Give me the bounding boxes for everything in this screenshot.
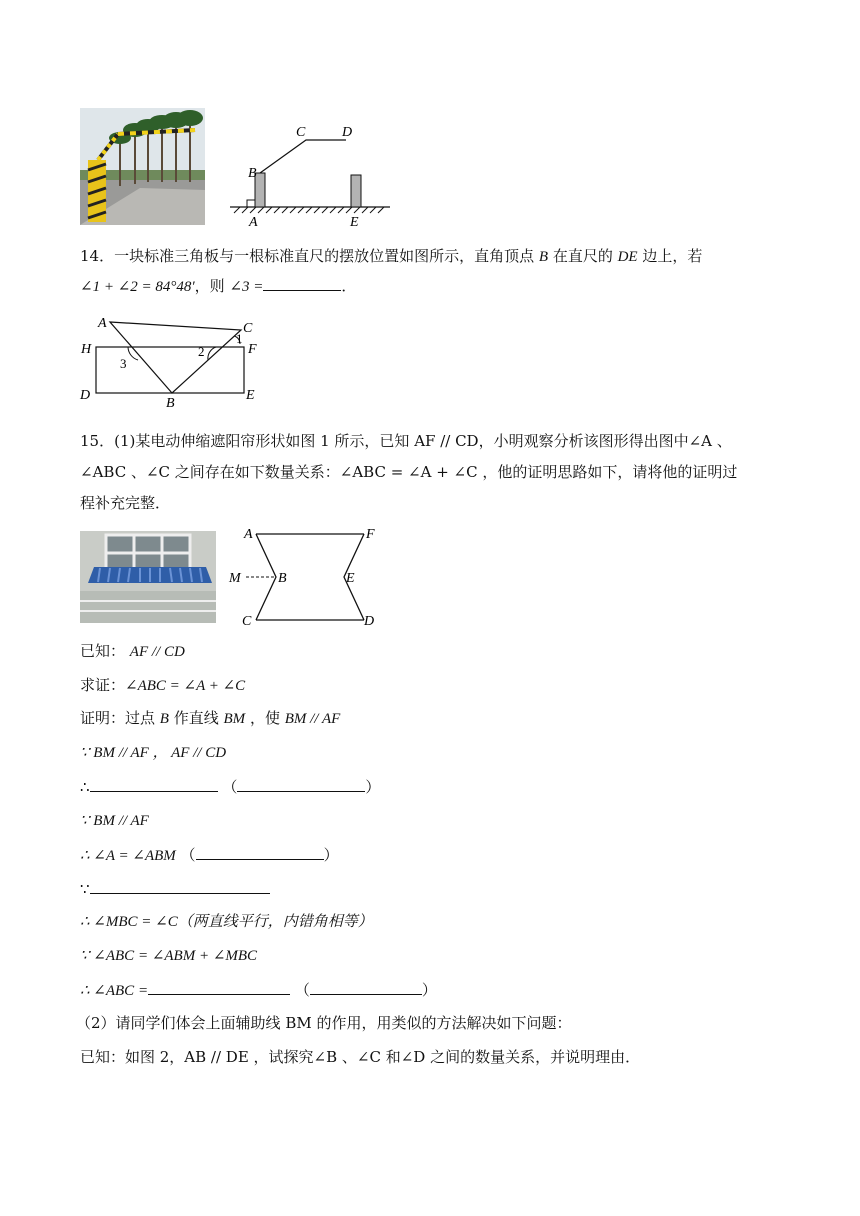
q14-label-2: 2 — [198, 344, 205, 359]
because-line-4: ∵ ∠ABC = ∠ABM + ∠MBC — [80, 948, 258, 964]
ruler — [96, 347, 244, 393]
prove-line: 求证：∠ABC = ∠A + ∠C — [80, 676, 246, 694]
proof-start-line: 证明：过点 B 作直线 BM ，使 BM // AF — [80, 709, 341, 727]
blank-statement-3[interactable] — [90, 877, 270, 894]
right-post — [351, 175, 361, 207]
label-a: A — [249, 215, 258, 230]
fig1-label-e: E — [346, 571, 355, 586]
q14-label-f: F — [248, 342, 257, 357]
blank-reason-4[interactable] — [310, 978, 422, 995]
triangle — [110, 322, 241, 393]
fig1-label-a: A — [244, 527, 253, 542]
therefore-line-2: ∴ ∠A = ∠ABM （ ） — [80, 843, 339, 867]
blank-statement-1[interactable] — [90, 775, 218, 792]
q14-number: 14． — [80, 247, 115, 265]
label-e: E — [350, 215, 359, 230]
q14-label-b: B — [166, 396, 175, 410]
q14-label-a: A — [98, 316, 107, 331]
q15-number: 15． — [80, 432, 115, 450]
because-line-1: ∵ BM // AF ， AF // CD — [80, 745, 227, 761]
label-d: D — [342, 125, 353, 140]
fig1-label-f: F — [366, 527, 375, 542]
therefore-line-3: ∴ ∠MBC = ∠C（两直线平行，内错角相等） — [80, 914, 373, 930]
q14-condition: ∠1 + ∠2 = 84°48′ — [80, 279, 195, 295]
barrier-diagram — [222, 118, 397, 233]
q14-answer-blank[interactable] — [263, 274, 341, 291]
label-b: B — [248, 166, 257, 181]
therefore-line-1: ∴ （ ） — [80, 775, 380, 798]
fig1-label-m: M — [229, 571, 241, 586]
fig1-label-c: C — [242, 614, 252, 629]
q14-label-3: 3 — [120, 356, 127, 371]
because-line-2: ∵ BM // AF — [80, 813, 149, 829]
q14-label-d: D — [80, 388, 91, 403]
therefore-line-4: ∴ ∠ABC = （ ） — [80, 978, 437, 1002]
q14-label-e: E — [246, 388, 255, 403]
q14-text: 14．一块标准三角板与一根标准直尺的摆放位置如图所示，直角顶点 B 在直尺的 DE 边上，若 ∠1 + ∠2 = 84°48′，则 ∠3 = ． — [80, 247, 703, 295]
given-line: 已知： AF // CD — [80, 642, 185, 660]
blank-statement-4[interactable] — [148, 978, 290, 995]
blank-reason-1[interactable] — [237, 775, 365, 792]
label-c: C — [296, 125, 306, 140]
q14-diagram — [76, 310, 266, 410]
part2-line-2: 已知：如图 2，AB // DE ，试探究∠B 、∠C 和∠D 之间的数量关系，并说明理由． — [80, 1048, 641, 1066]
awning-diagram — [226, 522, 386, 632]
q14-label-c: C — [243, 321, 253, 336]
q14-label-h: H — [81, 342, 92, 357]
blank-reason-2[interactable] — [196, 843, 324, 860]
fig1-label-d: D — [364, 614, 375, 629]
fig1-label-b: B — [278, 571, 287, 586]
awning-photo — [80, 531, 216, 623]
barrier-arm — [260, 140, 346, 173]
because-line-3: ∵ — [80, 877, 270, 900]
q15-intro: 15．(1)某电动伸缩遮阳帘形状如图 1 所示，已知 AF // CD，小明观察分析该图形得出图中∠A 、 ∠ABC 、∠C 之间存在如下数量关系：∠ABC = ∠A + ∠C ，他的证明思路如下，请将他的证明过 程补充完整． — [80, 432, 738, 512]
barrier-gate-photo — [80, 108, 205, 225]
part2-line-1: （2）请同学们体会上面辅助线 BM 的作用，用类似的方法解决如下问题： — [76, 1014, 572, 1032]
q14-label-1: 1 — [236, 331, 243, 346]
